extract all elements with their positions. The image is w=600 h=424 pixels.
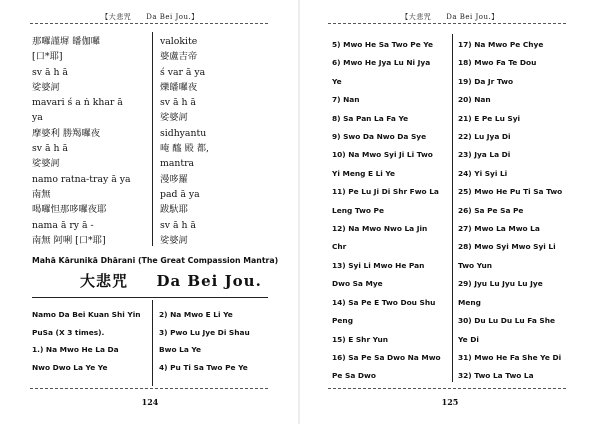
verse-column-a	[332, 36, 452, 386]
text-line: sidhyantu	[160, 127, 207, 139]
title-chinese: 大悲咒	[80, 272, 129, 290]
text-line: sv ā h ā	[160, 219, 196, 231]
text-line: 32) Two La Two La	[458, 371, 534, 381]
text-line: sv ā h ā	[32, 66, 68, 78]
text-line: Ye Di	[458, 334, 479, 344]
text-line: 婆盧吉帝	[160, 51, 198, 63]
text-line: 7) Nan	[332, 95, 360, 105]
text-line: 25) Mwo He Pu Ti Sa Two	[458, 187, 563, 197]
text-line: 10) Na Mwo Syi Ji Li Two	[332, 150, 433, 160]
text-line: 跋馱耶	[160, 204, 188, 216]
text-line: 4) Pu Ti Sa Two Pe Ye	[159, 362, 248, 372]
header-rule	[30, 23, 268, 24]
title-rule	[32, 297, 268, 298]
text-line: 26) Sa Pe Sa Pe	[458, 205, 524, 215]
text-line: Nwo Dwo La Ye Ye	[32, 362, 108, 372]
text-line: 27) Mwo La Mwo La	[458, 224, 540, 234]
running-head: 【大悲咒 Da Bei Jou.】	[401, 13, 499, 21]
text-line: 漫哆羅	[160, 173, 188, 185]
text-line: Bwo La Ye	[159, 345, 202, 355]
text-line: ya	[32, 112, 43, 124]
text-line: 8) Sa Pan La Fa Ye	[332, 113, 409, 123]
page-number: 125	[441, 397, 459, 407]
text-line: 23) Jya La Di	[458, 150, 511, 160]
text-line: 31) Mwo He Fa She Ye Di	[458, 352, 562, 362]
text-line: 28) Mwo Syi Mwo Syi Li	[458, 242, 556, 252]
text-line: mantra	[160, 158, 195, 170]
text-line: valokite	[160, 36, 198, 47]
right-page	[300, 0, 600, 424]
text-line: 娑婆訶	[32, 81, 60, 93]
text-line: 20) Nan	[458, 95, 491, 105]
text-line: pad ā ya	[160, 188, 200, 200]
verse-divider	[152, 300, 153, 386]
text-line: 1.) Na Mwo He La Da	[32, 345, 119, 355]
sanskrit-column-b	[160, 34, 270, 248]
text-line: Leng Two Pe	[332, 205, 384, 215]
column-divider	[152, 32, 153, 246]
text-line: namo ratna-tray ā ya	[32, 173, 131, 185]
text-line: 那囉謹墀 皤伽囉	[32, 36, 101, 47]
text-line: Yi Meng E Li Ye	[332, 168, 396, 178]
text-line: Pe Sa Dwo	[332, 371, 376, 381]
text-line: 摩婆利 勝羯囉夜	[32, 127, 101, 139]
text-line: mavari ś a ṅ khar ā	[32, 97, 123, 109]
text-line: PuSa (X 3 times).	[32, 327, 105, 337]
text-line: ś var ā ya	[160, 66, 206, 78]
text-line: 11) Pe Lu Ji Di Shr Fwo La	[332, 187, 439, 197]
text-line: 19) Da Jr Two	[458, 76, 514, 86]
text-line: Dwo Sa Mye	[332, 279, 383, 289]
sanskrit-column-a	[32, 34, 150, 248]
text-line: 娑婆訶	[160, 112, 188, 124]
text-line: Ye	[332, 76, 342, 86]
text-line: Two Yun	[458, 260, 493, 270]
verse-column-a	[32, 306, 150, 376]
text-line: 22) Lu Jya Di	[458, 132, 511, 142]
text-line: 29) Jyu Lu Jyu Lu Jye	[458, 279, 543, 289]
text-line: 娑婆訶	[32, 158, 60, 170]
text-line: [口*耶]	[32, 51, 63, 63]
text-line: sv ā h ā	[160, 97, 196, 109]
text-line: Peng	[332, 316, 353, 326]
text-line: Chr	[332, 242, 347, 252]
text-line: 6) Mwo He Jya Lu Ni Jya	[332, 58, 431, 68]
text-line: 南無 阿唎 [口*耶]	[32, 234, 106, 246]
verse-column-b	[159, 306, 271, 376]
text-line: Meng	[458, 297, 481, 307]
footer-rule	[30, 388, 268, 389]
text-line: 13) Syi Li Mwo He Pan	[332, 260, 425, 270]
text-line: 24) Yi Syi Li	[458, 168, 508, 178]
text-line: 3) Pwo Lu Jye Di Shau	[159, 327, 250, 337]
text-line: 14) Sa Pe E Two Dou Shu	[332, 297, 436, 307]
footer-rule	[328, 388, 566, 389]
text-line: 5) Mwo He Sa Two Pe Ye	[332, 40, 433, 49]
text-line: 18) Mwo Fa Te Dou	[458, 58, 537, 68]
header-rule	[328, 23, 566, 24]
text-line: 2) Na Mwo E Li Ye	[159, 310, 233, 319]
text-line: sv ā h ā	[32, 143, 68, 155]
text-line: 16) Sa Pe Sa Dwo Na Mwo	[332, 352, 441, 362]
text-line: 9) Swo Da Nwo Da Sye	[332, 132, 427, 142]
text-line: 唵 醯 殿 都,	[160, 143, 210, 155]
running-head: 【大悲咒 Da Bei Jou.】	[101, 13, 199, 21]
text-line: 21) E Pe Lu Syi	[458, 113, 521, 123]
text-line: 17) Na Mwo Pe Chye	[458, 40, 544, 49]
text-line: nama ā ry ā -	[32, 219, 94, 231]
mantra-title	[80, 270, 262, 291]
text-line: 南無	[32, 188, 51, 200]
verse-column-b	[458, 36, 570, 386]
column-divider	[452, 34, 453, 382]
text-line: Namo Da Bei Kuan Shi Yin	[32, 310, 141, 319]
text-line: 12) Na Mwo Nwo La Jin	[332, 224, 428, 234]
page-number: 124	[141, 397, 159, 407]
title-romanized: Da Bei Jou.	[156, 272, 262, 290]
text-line: 喝囉怛那哆囉夜耶	[32, 204, 107, 216]
mantra-subtitle: Mahā Kārunikā Dhārani (The Great Compassion Mantra)	[32, 256, 279, 265]
text-line: 娑婆訶	[160, 234, 188, 246]
text-line: 30) Du Lu Du Lu Fa She	[458, 316, 556, 326]
text-line: 爍皤囉夜	[160, 81, 198, 93]
text-line: 15) E Shr Yun	[332, 334, 388, 344]
